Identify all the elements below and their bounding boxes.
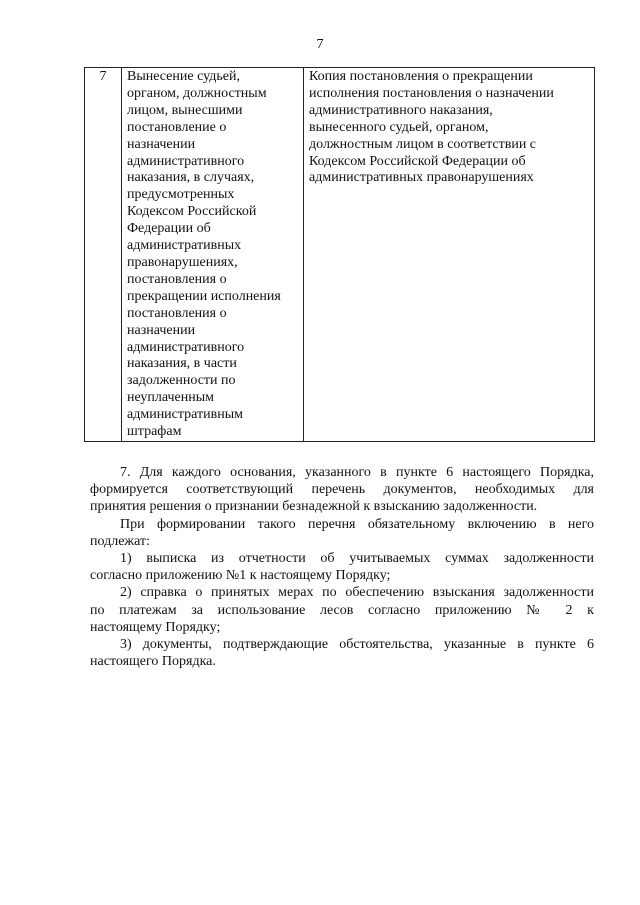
- row-number-cell: 7: [85, 68, 122, 442]
- text-line: назначении: [127, 136, 196, 152]
- paragraph-line: настоящего Порядка.: [90, 654, 216, 670]
- text-line: лицом, вынесшими: [127, 102, 243, 118]
- paragraph-line: формируется соответствующий перечень документов, необходимых для: [90, 482, 594, 498]
- text-line: Кодексом Российской Федерации об: [309, 153, 526, 169]
- paragraph: [90, 464, 594, 516]
- paragraph-line: согласно приложению №1 к настоящему Порядку;: [90, 568, 391, 584]
- text-line: наказания, в случаях,: [127, 170, 255, 186]
- text-line: вынесенного судьей, органом,: [309, 119, 489, 135]
- text-line: административных: [127, 238, 242, 254]
- text-line: исполнения постановления о назначении: [309, 85, 554, 101]
- paragraph-line: настоящему Порядку;: [90, 619, 221, 635]
- text-line: задолженности по: [127, 373, 236, 389]
- paragraph-line: принятия решения о признании безнадежной к взысканию задолженности.: [90, 499, 538, 515]
- text-line: прекращении исполнения: [127, 288, 281, 304]
- document-cell: [304, 68, 595, 442]
- table-row: [85, 68, 595, 442]
- text-line: неуплаченным: [127, 390, 214, 406]
- text-line: постановления о: [127, 271, 227, 287]
- text-line: Федерации об: [127, 221, 211, 237]
- text-line: административных правонарушениях: [309, 170, 534, 186]
- text-line: административного: [127, 339, 245, 355]
- text-line: правонарушениях,: [127, 254, 238, 270]
- text-line: Копия постановления о прекращении: [309, 69, 533, 84]
- text-line: органом, должностным: [127, 85, 267, 101]
- text-line: предусмотренных: [127, 187, 235, 203]
- paragraph-line: 3) документы, подтверждающие обстоятельства, указанные в пункте 6: [120, 637, 594, 653]
- text-line: назначении: [127, 322, 196, 338]
- text-line: должностным лицом в соответствии с: [309, 136, 537, 152]
- paragraph: [90, 550, 594, 584]
- paragraph: [90, 584, 594, 636]
- body-text: [90, 464, 594, 670]
- text-line: административного наказания,: [309, 102, 493, 118]
- documents-table: [84, 67, 595, 442]
- paragraph-line: При формировании такого перечня обязательному включению в него: [120, 516, 594, 532]
- paragraph-line: 1) выписка из отчетности об учитываемых суммах задолженности: [120, 551, 594, 567]
- paragraph-line: 7. Для каждого основания, указанного в пункте 6 настоящего Порядка,: [120, 465, 594, 480]
- text-line: наказания, в части: [127, 356, 237, 372]
- paragraph: [90, 636, 594, 670]
- text-line: Вынесение судьей,: [127, 69, 240, 84]
- text-line: постановления о: [127, 305, 227, 321]
- text-line: административным: [127, 407, 244, 423]
- paragraph: [90, 516, 594, 550]
- text-line: административного: [127, 153, 245, 169]
- text-line: штрафам: [127, 424, 182, 440]
- page-number: 7: [316, 37, 324, 52]
- paragraph-line: 2) справка о принятых мерах по обеспечению взыскания задолженности: [120, 585, 594, 601]
- text-line: постановление о: [127, 119, 227, 135]
- paragraph-line: подлежат:: [90, 533, 150, 549]
- text-line: Кодексом Российской: [127, 204, 257, 220]
- basis-cell: [122, 68, 304, 442]
- paragraph-line: по платежам за использование лесов согласно приложению № 2 к: [90, 602, 594, 618]
